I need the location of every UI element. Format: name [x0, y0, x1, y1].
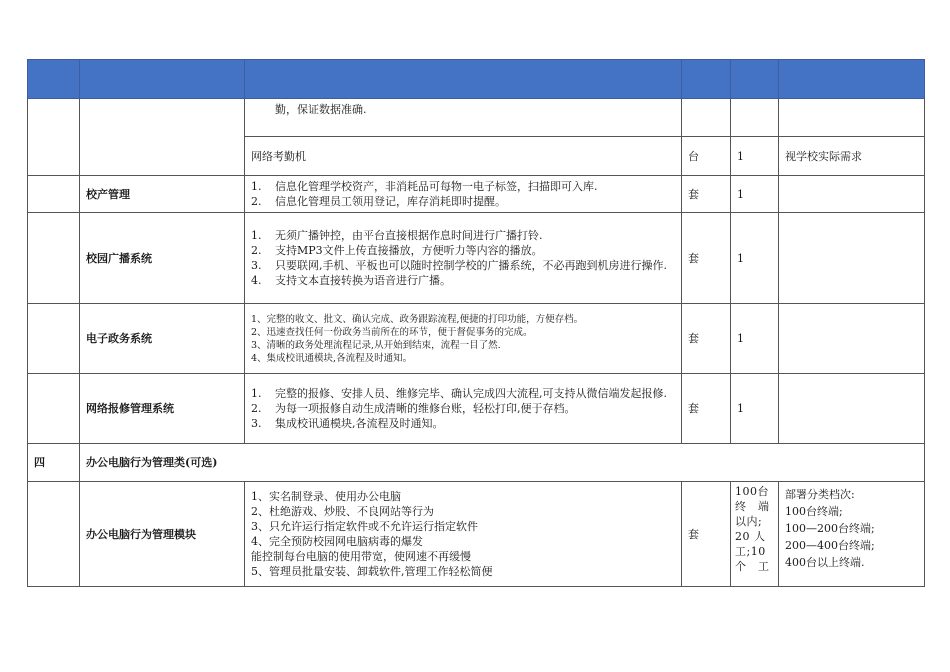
list-item: 1. 完整的报修、安排人员、维修完毕、确认完成四大流程,可支持从微信端发起报修. — [251, 387, 667, 400]
list-item: 4、完全预防校园网电脑病毒的爆发 — [251, 535, 423, 548]
index-cell — [28, 213, 80, 304]
list-item: 3. 只要联网,手机、平板也可以随时控制学校的广播系统，不必再跑到机房进行操作. — [251, 259, 667, 272]
header-cell — [682, 60, 731, 99]
qty-line: 以内; — [735, 515, 763, 528]
table-row — [28, 213, 925, 304]
feature-list — [251, 386, 675, 431]
qty-line: 终 端 — [735, 500, 770, 513]
name-cell: 电子政务系统 — [80, 304, 245, 374]
qty-cell — [731, 482, 779, 587]
note-line: 200—400台终端; — [785, 539, 875, 552]
qty-cell — [731, 99, 779, 137]
note-line: 400台以上终端. — [785, 556, 865, 569]
qty-line: 20 人 — [735, 530, 766, 543]
desc-cell — [245, 213, 682, 304]
feature-list — [251, 489, 675, 579]
index-cell — [28, 176, 80, 213]
table-row — [28, 482, 925, 587]
list-item: 2. 支持MP3文件上传直接播放，方便听力等内容的播放。 — [251, 244, 543, 257]
list-item: 1. 信息化管理学校资产，非消耗品可每物一电子标签，扫描即可入库. — [251, 180, 598, 193]
list-item: 能控制每台电脑的使用带宽，使网速不再缓慢 — [251, 550, 471, 563]
note-cell — [779, 176, 925, 213]
list-item: 2、迅速查找任何一份政务当前所在的环节，便于督促事务的完成。 — [251, 326, 533, 338]
name-cell — [80, 99, 245, 176]
note-line: 100台终端; — [785, 505, 843, 518]
qty-line: 个 工 — [735, 560, 770, 573]
header-cell — [28, 60, 80, 99]
table-header-row — [28, 60, 925, 99]
desc-cell — [245, 304, 682, 374]
list-item: 5、管理员批量安装、卸载软件,管理工作轻松简便 — [251, 565, 493, 578]
note-cell — [779, 304, 925, 374]
list-item: 3、清晰的政务处理流程记录,从开始到结束，流程一目了然. — [251, 339, 501, 351]
table-row — [28, 99, 925, 137]
name-cell: 校产管理 — [80, 176, 245, 213]
header-cell — [731, 60, 779, 99]
desc-cell — [245, 374, 682, 444]
note-cell — [779, 213, 925, 304]
qty-cell: 1 — [731, 374, 779, 444]
desc-cell — [245, 176, 682, 213]
desc-cell: 网络考勤机 — [245, 137, 682, 176]
table-row — [28, 374, 925, 444]
feature-list — [251, 228, 675, 288]
note-line: 部署分类档次: — [785, 488, 855, 501]
qty-line: 工;10 — [735, 545, 766, 558]
list-item: 1、完整的收文、批文、确认完成、政务跟踪流程,便捷的打印功能，方便存档。 — [251, 313, 584, 325]
index-cell — [28, 482, 80, 587]
list-item: 3、只允许运行指定软件或不允许运行指定软件 — [251, 520, 478, 533]
section-row — [28, 444, 925, 482]
equipment-table — [27, 59, 925, 587]
qty-cell: 1 — [731, 137, 779, 176]
index-cell — [28, 99, 80, 176]
note-cell — [779, 482, 925, 587]
table-row — [28, 304, 925, 374]
unit-cell: 套 — [682, 213, 731, 304]
index-cell — [28, 304, 80, 374]
index-cell — [28, 374, 80, 444]
unit-cell: 台 — [682, 137, 731, 176]
qty-line: 100台 — [735, 485, 769, 498]
list-item: 4、集成校讯通模块,各流程及时通知。 — [251, 352, 413, 364]
table-row — [28, 176, 925, 213]
name-cell: 校园广播系统 — [80, 213, 245, 304]
name-cell: 办公电脑行为管理模块 — [80, 482, 245, 587]
qty-cell: 1 — [731, 213, 779, 304]
list-item: 4. 支持文本直接转换为语音进行广播。 — [251, 274, 451, 287]
section-title: 办公电脑行为管理类(可选) — [80, 444, 925, 482]
feature-list — [251, 313, 675, 365]
feature-list — [251, 179, 675, 209]
qty-cell: 1 — [731, 176, 779, 213]
list-item: 1、实名制登录、使用办公电脑 — [251, 490, 401, 503]
unit-cell: 套 — [682, 304, 731, 374]
list-item: 2. 为每一项报修自动生成清晰的维修台账，轻松打印,便于存档。 — [251, 402, 576, 415]
desc-cell: 勤，保证数据准确. — [245, 99, 682, 137]
header-cell — [245, 60, 682, 99]
list-item: 2. 信息化管理员工领用登记，库存消耗即时提醒。 — [251, 195, 506, 208]
header-cell — [779, 60, 925, 99]
unit-cell: 套 — [682, 176, 731, 213]
name-cell: 网络报修管理系统 — [80, 374, 245, 444]
note-cell — [779, 99, 925, 137]
note-line: 100—200台终端; — [785, 522, 875, 535]
unit-cell — [682, 99, 731, 137]
note-cell: 视学校实际需求 — [779, 137, 925, 176]
header-cell — [80, 60, 245, 99]
qty-cell: 1 — [731, 304, 779, 374]
desc-cell — [245, 482, 682, 587]
list-item: 1. 无须广播钟控，由平台直接根据作息时间进行广播打铃. — [251, 229, 543, 242]
list-item: 2、杜绝游戏、炒股、不良网站等行为 — [251, 505, 434, 518]
unit-cell: 套 — [682, 482, 731, 587]
section-number: 四 — [28, 444, 80, 482]
list-item: 3. 集成校讯通模块,各流程及时通知。 — [251, 417, 444, 430]
note-cell — [779, 374, 925, 444]
unit-cell: 套 — [682, 374, 731, 444]
